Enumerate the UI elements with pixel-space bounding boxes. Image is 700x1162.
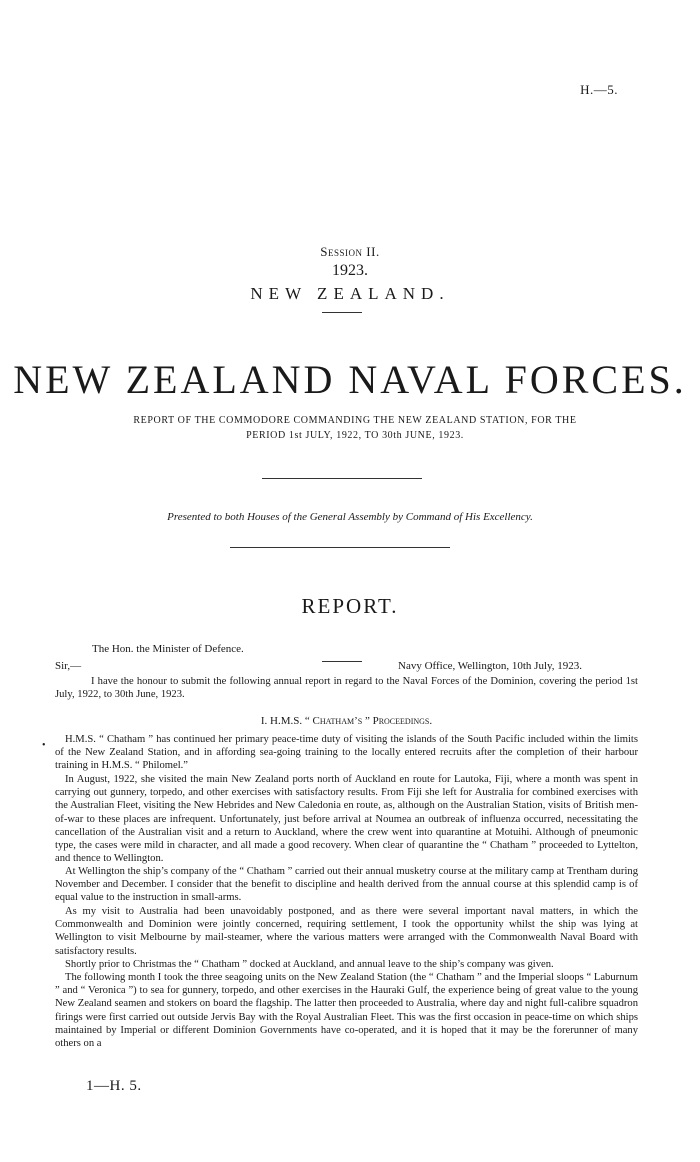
year-label: 1923. — [332, 262, 368, 279]
intro-paragraph: I have the honour to submit the following annual report in regard to the Naval Forces of the Dominion, covering the period 1st July, 1922, to 30th June, 1923. — [55, 676, 638, 701]
section-heading-number: I. H.M.S. — [260, 715, 303, 727]
divider — [230, 547, 450, 548]
section-heading-title: “ Chatham’s ” Proceedings. — [304, 715, 433, 727]
margin-mark: • — [42, 740, 46, 751]
body-paragraph: As my visit to Australia had been unavoidably postponed, and as there were several important naval matters, in which the Commonwealth and Dominion were jointly concerned, requiring settlement, I took the opportunity whilst the ship was lying at Wellington to visit Melbourne by mail-steamer, where the various matters were arranged with the Commonwealth Naval Board with satisfactory results. — [55, 906, 638, 957]
body-paragraph: H.M.S. “ Chatham ” has continued her primary peace-time duty of visiting the islands of the South Pacific included within the limits of the New Zealand Station, and in affording sea-going training to the locally entered recruits after the completion of their harbour training in H.M.S. “ Philomel.” — [55, 734, 638, 772]
body-paragraph: Shortly prior to Christmas the “ Chatham ” docked at Auckland, and annual leave to the ship’s company was given. — [65, 959, 554, 970]
divider — [322, 312, 362, 313]
addressee: The Hon. the Minister of Defence. — [92, 643, 244, 655]
document-title: NEW ZEALAND NAVAL FORCES. — [13, 357, 687, 402]
footer-reference: 1—H. 5. — [86, 1078, 142, 1094]
divider — [322, 661, 362, 662]
section-heading — [55, 715, 638, 727]
presented-line: Presented to both Houses of the General Assembly by Command of His Excellency. — [167, 511, 533, 523]
page-reference: H.—5. — [580, 82, 618, 97]
salutation: Sir,— — [55, 660, 82, 672]
dateline: Navy Office, Wellington, 10th July, 1923. — [398, 660, 583, 672]
body-paragraph: In August, 1922, she visited the main New Zealand ports north of Auckland en route for Lautoka, Fiji, where a month was spent in carrying out gunnery, torpedo, and other exercises with satisfactory results. From Fiji she left for Australia for combined exercises with the Australian Fleet, visiting the New Hebrides and New Caledonia en route, as, although on the Australian Station, visits of British men-of-war to these places are infrequent. Unfortunately, just before arrival at Noumea an outbreak of influenza occurred, necessitating the cancellation of the Australian visit and a return to Auckland, where the crew went into quarantine at Motuihi. Although of pneumonic type, the cases were mild in character, and all made a good recovery. When clear of quarantine the “ Chatham ” proceeded to Lyttelton, and thence to Wellington. — [55, 774, 638, 865]
divider — [262, 478, 422, 479]
document-subtitle: REPORT OF THE COMMODORE COMMANDING THE NEW ZEALAND STATION, FOR THE PERIOD 1st JULY, 1922, TO 30th JUNE, 1923. — [133, 415, 577, 441]
report-heading: REPORT. — [301, 594, 399, 618]
country-label: NEW ZEALAND. — [250, 284, 450, 303]
body-paragraph: The following month I took the three seagoing units on the New Zealand Station (the “ Chatham ” and the Imperial sloops “ Laburnum ” and “ Veronica ”) to sea for gunnery, torpedo, and other exercises in the Hauraki Gulf, the experience being of great value to the young New Zealand seamen and stokers on board the flagship. The latter then proceeded to Australia, where day and night full-calibre squadron firings were first carried out outside Jervis Bay with the Royal Australian Fleet. This was the first occasion in peace-time on which ships maintained by Imperial or different Dominion Governments have co-operated, and it is hoped that it may be the forerunner of many others on a — [55, 972, 638, 1050]
body-paragraph: At Wellington the ship’s company of the “ Chatham ” carried out their annual musketry course at the military camp at Trentham during November and December. I consider that the benefit to discipline and health derived from the annual course at this splendid camp is of equal value to the instruction in small-arms. — [55, 866, 638, 904]
session-label: Session II. — [320, 244, 380, 259]
